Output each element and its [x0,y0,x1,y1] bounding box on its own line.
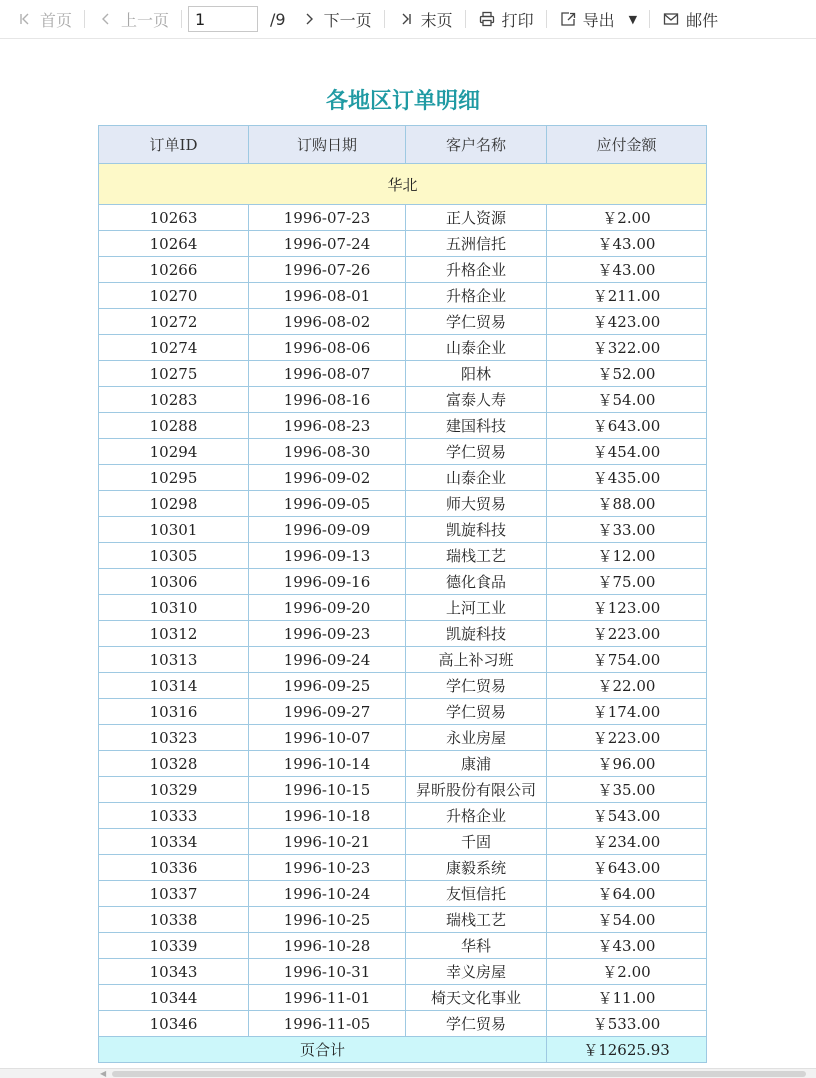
table-row [99,777,707,803]
table-row [99,309,707,335]
cell-amount: ￥52.00 [547,361,707,387]
mail-button[interactable] [654,0,726,39]
cell-customer-name: 学仁贸易 [406,699,547,725]
cell-order-date: 1996-11-05 [249,1011,406,1037]
cell-customer-name: 康浦 [406,751,547,777]
export-icon [559,10,577,28]
table-row [99,361,707,387]
caret-down-icon: ▼ [628,12,638,26]
cell-order-id: 10310 [99,595,249,621]
cell-order-id: 10313 [99,647,249,673]
cell-amount: ￥22.00 [547,673,707,699]
cell-customer-name: 华科 [406,933,547,959]
cell-amount: ￥435.00 [547,465,707,491]
cell-amount: ￥64.00 [547,881,707,907]
cell-amount: ￥174.00 [547,699,707,725]
table-row [99,933,707,959]
print-button[interactable] [470,0,542,39]
table-row [99,621,707,647]
cell-amount: ￥33.00 [547,517,707,543]
table-row [99,231,707,257]
scroll-left-icon[interactable]: ◀ [100,1069,107,1078]
table-row [99,725,707,751]
cell-customer-name: 幸义房屋 [406,959,547,985]
next-page-label: 下一页 [323,10,372,30]
column-header-customer: 客户名称 [406,126,547,164]
export-button[interactable] [551,0,645,39]
chevron-left-icon [97,10,115,28]
cell-amount: ￥43.00 [547,231,707,257]
table-row [99,699,707,725]
table-row [99,439,707,465]
cell-amount: ￥543.00 [547,803,707,829]
cell-order-date: 1996-10-18 [249,803,406,829]
cell-order-id: 10270 [99,283,249,309]
cell-order-id: 10346 [99,1011,249,1037]
page-total-value: ￥12625.93 [547,1037,707,1063]
cell-order-date: 1996-09-25 [249,673,406,699]
next-page-button[interactable] [292,0,380,39]
cell-customer-name: 永业房屋 [406,725,547,751]
first-page-button[interactable] [8,0,80,39]
cell-order-id: 10274 [99,335,249,361]
export-label: 导出 [582,10,615,30]
cell-order-date: 1996-10-07 [249,725,406,751]
group-name: 华北 [99,164,707,205]
cell-order-id: 10333 [99,803,249,829]
table-row [99,413,707,439]
first-page-icon [16,10,34,28]
cell-customer-name: 凯旋科技 [406,517,547,543]
table-header-row [99,126,707,164]
cell-customer-name: 学仁贸易 [406,439,547,465]
cell-customer-name: 升格企业 [406,283,547,309]
cell-customer-name: 正人资源 [406,205,547,231]
last-page-icon [397,10,415,28]
cell-order-id: 10305 [99,543,249,569]
cell-order-date: 1996-10-14 [249,751,406,777]
cell-order-id: 10312 [99,621,249,647]
cell-amount: ￥2.00 [547,959,707,985]
cell-customer-name: 高上补习班 [406,647,547,673]
cell-customer-name: 昇昕股份有限公司 [406,777,547,803]
table-row [99,959,707,985]
cell-order-date: 1996-07-26 [249,257,406,283]
cell-order-date: 1996-10-31 [249,959,406,985]
cell-order-id: 10323 [99,725,249,751]
table-row [99,465,707,491]
cell-amount: ￥54.00 [547,907,707,933]
cell-order-date: 1996-09-23 [249,621,406,647]
cell-customer-name: 瑞栈工艺 [406,543,547,569]
table-row [99,647,707,673]
cell-customer-name: 上河工业 [406,595,547,621]
group-row [99,164,707,205]
table-row [99,829,707,855]
cell-customer-name: 凯旋科技 [406,621,547,647]
cell-order-date: 1996-10-28 [249,933,406,959]
print-label: 打印 [501,10,534,30]
cell-customer-name: 建国科技 [406,413,547,439]
cell-order-date: 1996-09-27 [249,699,406,725]
cell-amount: ￥234.00 [547,829,707,855]
cell-order-id: 10298 [99,491,249,517]
cell-amount: ￥43.00 [547,933,707,959]
table-row [99,335,707,361]
cell-order-id: 10301 [99,517,249,543]
cell-order-date: 1996-08-02 [249,309,406,335]
cell-customer-name: 学仁贸易 [406,309,547,335]
cell-order-date: 1996-08-01 [249,283,406,309]
cell-amount: ￥754.00 [547,647,707,673]
toolbar-divider [465,10,466,28]
table-row [99,387,707,413]
cell-order-date: 1996-09-16 [249,569,406,595]
cell-order-id: 10306 [99,569,249,595]
table-row [99,517,707,543]
cell-customer-name: 阳林 [406,361,547,387]
cell-order-id: 10295 [99,465,249,491]
cell-order-id: 10336 [99,855,249,881]
cell-order-date: 1996-08-16 [249,387,406,413]
cell-order-id: 10339 [99,933,249,959]
cell-customer-name: 椅天文化事业 [406,985,547,1011]
table-row [99,751,707,777]
page-total-row [99,1037,707,1063]
table-row [99,855,707,881]
cell-order-id: 10334 [99,829,249,855]
cell-customer-name: 千固 [406,829,547,855]
chevron-right-icon [300,10,318,28]
cell-customer-name: 康毅系统 [406,855,547,881]
last-page-label: 末页 [420,10,453,30]
cell-customer-name: 学仁贸易 [406,1011,547,1037]
cell-amount: ￥43.00 [547,257,707,283]
column-header-amount: 应付金额 [547,126,707,164]
cell-order-date: 1996-09-20 [249,595,406,621]
table-row [99,1011,707,1037]
page-total: /9 [270,9,286,29]
cell-order-id: 10337 [99,881,249,907]
cell-amount: ￥454.00 [547,439,707,465]
cell-order-date: 1996-09-24 [249,647,406,673]
cell-order-date: 1996-10-23 [249,855,406,881]
cell-order-date: 1996-10-25 [249,907,406,933]
toolbar-divider [649,10,650,28]
cell-amount: ￥11.00 [547,985,707,1011]
cell-amount: ￥643.00 [547,413,707,439]
prev-page-button[interactable] [89,0,177,39]
cell-amount: ￥35.00 [547,777,707,803]
last-page-button[interactable] [389,0,461,39]
cell-customer-name: 升格企业 [406,803,547,829]
report-toolbar [0,0,816,39]
toolbar-divider [546,10,547,28]
cell-order-date: 1996-10-15 [249,777,406,803]
cell-order-id: 10275 [99,361,249,387]
table-row [99,907,707,933]
cell-amount: ￥12.00 [547,543,707,569]
table-row [99,543,707,569]
cell-order-date: 1996-09-09 [249,517,406,543]
cell-amount: ￥75.00 [547,569,707,595]
first-page-label: 首页 [40,10,73,30]
cell-order-date: 1996-10-21 [249,829,406,855]
report-title: 各地区订单明细 [325,88,480,114]
cell-amount: ￥54.00 [547,387,707,413]
table-row [99,283,707,309]
prev-page-label: 上一页 [121,10,170,30]
cell-order-id: 10316 [99,699,249,725]
table-row [99,491,707,517]
cell-amount: ￥223.00 [547,621,707,647]
table-row [99,803,707,829]
cell-amount: ￥88.00 [547,491,707,517]
cell-order-date: 1996-11-01 [249,985,406,1011]
toolbar-divider [84,10,85,28]
cell-order-id: 10272 [99,309,249,335]
cell-order-date: 1996-09-13 [249,543,406,569]
cell-customer-name: 富泰人寿 [406,387,547,413]
cell-order-id: 10329 [99,777,249,803]
table-row [99,205,707,231]
cell-customer-name: 五洲信托 [406,231,547,257]
page-total-label: 页合计 [99,1037,547,1063]
cell-customer-name: 德化食品 [406,569,547,595]
cell-order-id: 10263 [99,205,249,231]
cell-order-id: 10328 [99,751,249,777]
cell-order-id: 10283 [99,387,249,413]
cell-amount: ￥211.00 [547,283,707,309]
toolbar-divider [384,10,385,28]
table-row [99,257,707,283]
scrollbar-thumb[interactable] [112,1071,806,1077]
cell-order-id: 10338 [99,907,249,933]
horizontal-scrollbar[interactable] [0,1068,816,1078]
printer-icon [478,10,496,28]
table-row [99,985,707,1011]
table-row [99,569,707,595]
cell-order-id: 10314 [99,673,249,699]
cell-order-id: 10344 [99,985,249,1011]
cell-amount: ￥123.00 [547,595,707,621]
page-number-input[interactable] [188,6,258,32]
cell-order-date: 1996-07-23 [249,205,406,231]
mail-icon [662,10,680,28]
table-row [99,595,707,621]
cell-order-date: 1996-07-24 [249,231,406,257]
cell-amount: ￥322.00 [547,335,707,361]
cell-amount: ￥96.00 [547,751,707,777]
cell-order-date: 1996-10-24 [249,881,406,907]
cell-customer-name: 友恒信托 [406,881,547,907]
order-detail-table [98,125,707,1063]
cell-order-id: 10343 [99,959,249,985]
cell-amount: ￥2.00 [547,205,707,231]
cell-amount: ￥643.00 [547,855,707,881]
cell-customer-name: 师大贸易 [406,491,547,517]
cell-order-date: 1996-08-07 [249,361,406,387]
cell-amount: ￥423.00 [547,309,707,335]
cell-customer-name: 升格企业 [406,257,547,283]
column-header-order-id: 订单ID [99,126,249,164]
cell-order-id: 10266 [99,257,249,283]
mail-label: 邮件 [686,10,719,30]
cell-customer-name: 山泰企业 [406,335,547,361]
column-header-order-date: 订购日期 [249,126,406,164]
toolbar-divider [181,10,182,28]
cell-customer-name: 山泰企业 [406,465,547,491]
cell-customer-name: 瑞栈工艺 [406,907,547,933]
cell-order-date: 1996-08-06 [249,335,406,361]
cell-customer-name: 学仁贸易 [406,673,547,699]
cell-order-date: 1996-09-05 [249,491,406,517]
cell-order-id: 10288 [99,413,249,439]
cell-order-date: 1996-09-02 [249,465,406,491]
cell-order-id: 10264 [99,231,249,257]
cell-order-id: 10294 [99,439,249,465]
cell-amount: ￥223.00 [547,725,707,751]
cell-amount: ￥533.00 [547,1011,707,1037]
table-row [99,673,707,699]
table-row [99,881,707,907]
cell-order-date: 1996-08-23 [249,413,406,439]
cell-order-date: 1996-08-30 [249,439,406,465]
